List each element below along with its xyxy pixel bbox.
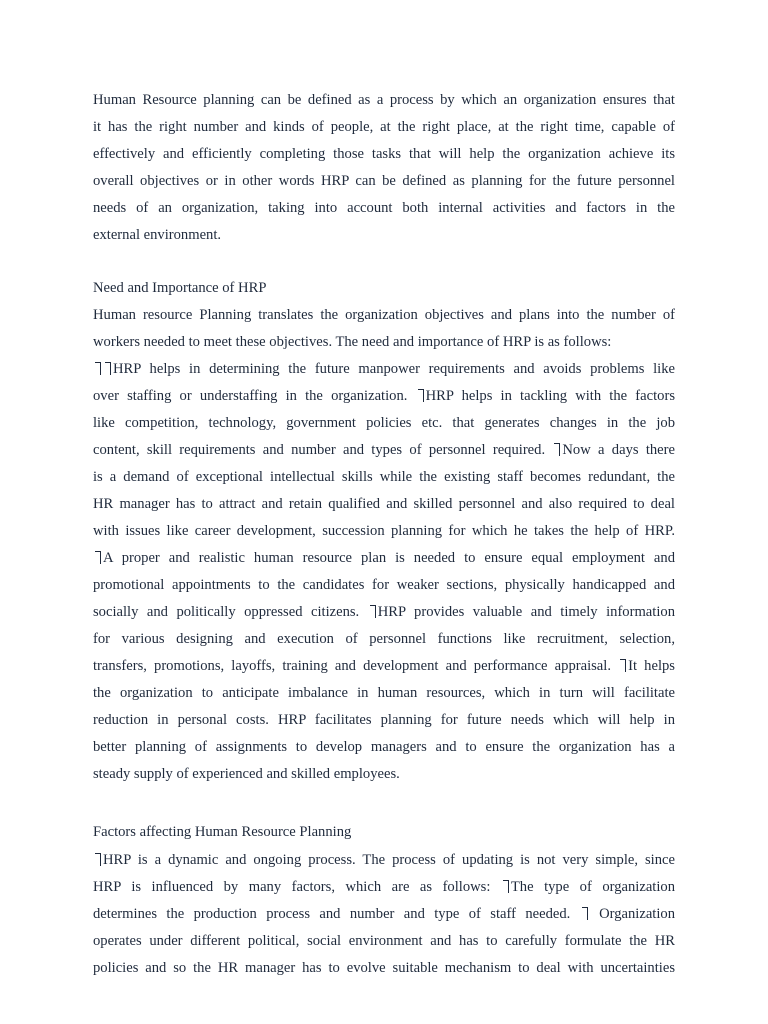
text-segment: over staffing or understaffing in the organization. <box>93 388 416 404</box>
text-segment: It helps <box>628 658 675 674</box>
section1-paragraph <box>93 302 675 788</box>
text-line: like competition, technology, government policies etc. that generates changes in the job <box>93 415 675 431</box>
section-heading-factors: Factors affecting Human Resource Planning <box>93 824 352 840</box>
text-line <box>93 653 675 680</box>
bullet-glyph <box>503 880 509 893</box>
text-line: HR manager has to attract and retain qualified and skilled personnel and also required to deal <box>93 496 675 512</box>
text-segment: determines the production process and number and type of staff needed. <box>93 906 580 922</box>
text-line: is a demand of exceptional intellectual skills while the existing staff becomes redundant, the <box>93 469 675 485</box>
text-line: promotional appointments to the candidates for weaker sections, physically handicapped and <box>93 577 675 593</box>
bullet-glyph <box>95 551 101 564</box>
text-segment: HRP helps in tackling with the factors <box>425 388 675 404</box>
bullet-glyph <box>582 907 588 920</box>
bullet-glyph <box>95 853 101 866</box>
section2-paragraph <box>93 847 675 982</box>
text-line: Human Resource planning can be defined as a process by which an organization ensures that <box>93 92 675 108</box>
text-line <box>93 383 675 410</box>
bullet-glyph <box>370 605 376 618</box>
text-segment: HRP is a dynamic and ongoing process. The process of updating is not very simple, since <box>103 852 675 868</box>
text-line: policies and so the HR manager has to evolve suitable mechanism to deal with uncertainties <box>93 960 675 976</box>
intro-paragraph <box>93 87 675 249</box>
bullet-glyph <box>554 443 560 456</box>
text-line <box>93 874 675 901</box>
bullet-glyph <box>620 659 626 672</box>
text-line <box>93 545 675 572</box>
bullet-glyph <box>418 389 424 402</box>
text-segment: HRP provides valuable and timely information <box>377 604 675 620</box>
bullet-glyph <box>95 362 101 375</box>
text-segment: The type of organization <box>510 879 676 895</box>
text-line: the organization to anticipate imbalance in human resources, which in turn will facilitate <box>93 685 675 701</box>
text-segment: Now a days there <box>562 442 675 458</box>
section-heading-need-importance: Need and Importance of HRP <box>93 280 267 296</box>
text-line <box>93 901 675 928</box>
text-line: steady supply of experienced and skilled employees. <box>93 766 400 782</box>
text-line: workers needed to meet these objectives. The need and importance of HRP is as follows: <box>93 334 612 350</box>
text-line: operates under different political, social environment and has to carefully formulate the HR <box>93 933 675 949</box>
text-line: better planning of assignments to develop managers and to ensure the organization has a <box>93 739 675 755</box>
text-line <box>93 437 675 464</box>
text-line <box>93 599 675 626</box>
text-line: overall objectives or in other words HRP can be defined as planning for the future personnel <box>93 173 675 189</box>
text-line: needs of an organization, taking into account both internal activities and factors in the <box>93 200 675 216</box>
text-line: effectively and efficiently completing those tasks that will help the organization achieve its <box>93 146 675 162</box>
text-line <box>93 356 675 383</box>
text-segment: socially and politically oppressed citizens. <box>93 604 368 620</box>
text-segment: HRP helps in determining the future manpower requirements and avoids problems like <box>113 361 675 377</box>
text-line: for various designing and execution of personnel functions like recruitment, selection, <box>93 631 675 647</box>
text-segment: HRP is influenced by many factors, which are as follows: <box>93 879 501 895</box>
text-segment: content, skill requirements and number and types of personnel required. <box>93 442 553 458</box>
text-line: with issues like career development, succession planning for which he takes the help of HRP. <box>93 523 675 539</box>
text-line: reduction in personal costs. HRP facilitates planning for future needs which will help in <box>93 712 675 728</box>
text-segment: Organization <box>589 906 676 922</box>
text-segment: A proper and realistic human resource plan is needed to ensure equal employment and <box>103 550 675 566</box>
text-line: it has the right number and kinds of people, at the right place, at the right time, capable of <box>93 119 675 135</box>
text-line <box>93 847 675 874</box>
text-line: Human resource Planning translates the organization objectives and plans into the number of <box>93 307 675 323</box>
text-segment: transfers, promotions, layoffs, training and development and performance appraisal. <box>93 658 619 674</box>
bullet-glyph <box>105 362 111 375</box>
text-line: external environment. <box>93 227 222 243</box>
